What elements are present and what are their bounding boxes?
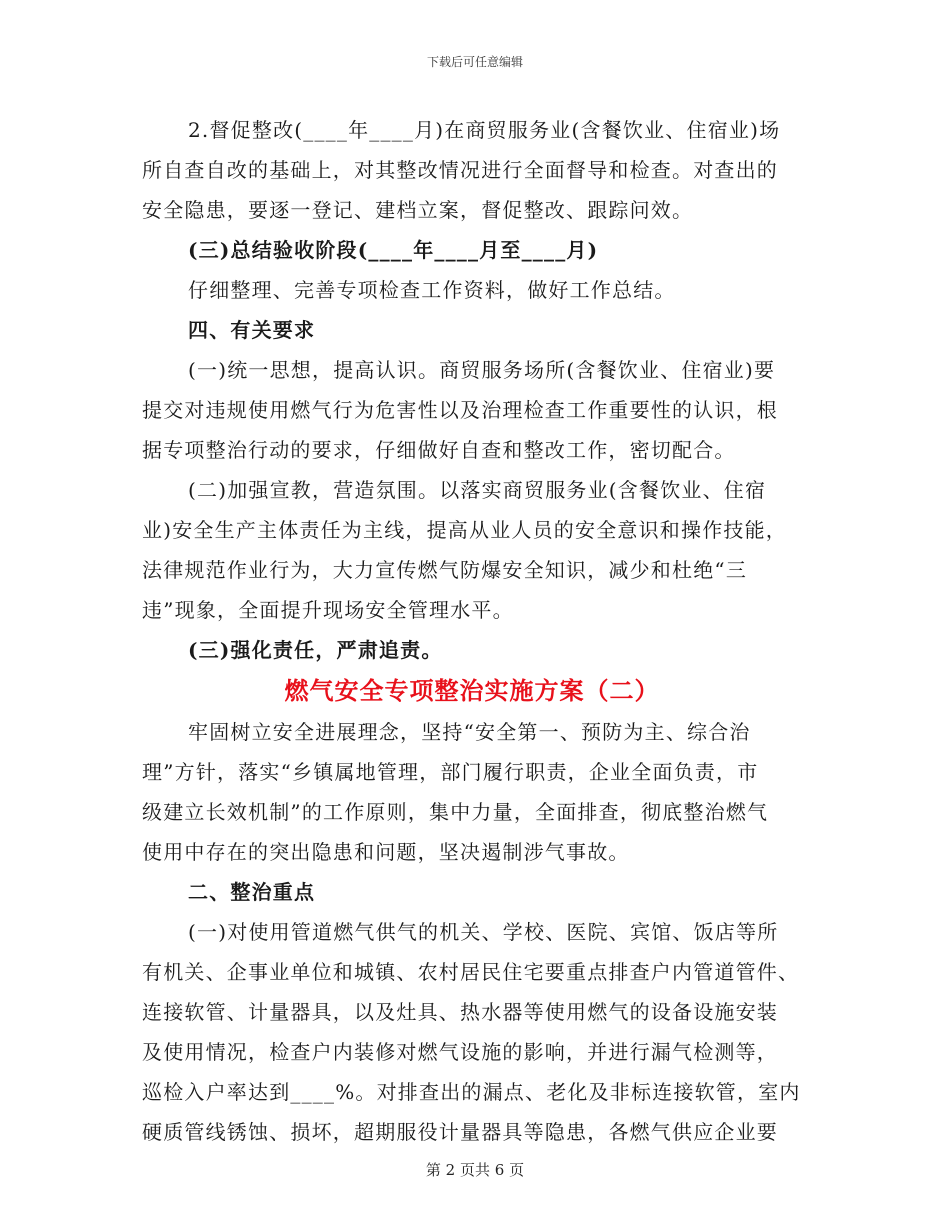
section-heading: (三)总结验收阶段(____年____月至____月) xyxy=(188,238,599,262)
paragraph-line: 安全隐患，要逐一登记、建档立案，督促整改、跟踪问效。 xyxy=(142,198,694,222)
paragraph-line: (二)加强宣教，营造氛围。以落实商贸服务业(含餐饮业、住宿 xyxy=(188,478,767,502)
paragraph-line: 2.督促整改(____年____月)在商贸服务业(含餐饮业、住宿业)场 xyxy=(188,118,781,142)
paragraph-line: 仔细整理、完善专项检查工作资料，做好工作总结。 xyxy=(188,278,676,302)
paragraph-line: 法律规范作业行为，大力宣传燃气防爆安全知识，减少和杜绝“三 xyxy=(142,558,748,582)
document-title: 燃气安全专项整治实施方案（二） xyxy=(284,676,660,705)
paragraph-line: 业)安全生产主体责任为主线，提高从业人员的安全意识和操作技能， xyxy=(142,518,788,542)
paragraph-line: (一)统一思想，提高认识。商贸服务场所(含餐饮业、住宿业)要 xyxy=(188,358,776,382)
paragraph-line: 所自查自改的基础上，对其整改情况进行全面督导和检查。对查出的 xyxy=(142,158,778,182)
paragraph-line: 及使用情况，检查户内装修对燃气设施的影响，并进行漏气检测等， xyxy=(142,1040,778,1064)
paragraph-line: 违”现象，全面提升现场安全管理水平。 xyxy=(142,598,514,622)
paragraph-line: 牢固树立安全进展理念，坚持“安全第一、预防为主、综合治 xyxy=(188,720,751,744)
document-body xyxy=(142,110,802,1152)
section-heading: (三)强化责任，严肃追责。 xyxy=(188,638,443,662)
paragraph-line: 有机关、企事业单位和城镇、农村居民住宅要重点排查户内管道管件、 xyxy=(142,960,800,984)
paragraph-line: 硬质管线锈蚀、损坏，超期服役计量器具等隐患，各燃气供应企业要 xyxy=(142,1120,778,1144)
page-header: 下载后可任意编辑 xyxy=(426,55,523,69)
paragraph-line: 级建立长效机制”的工作原则，集中力量，全面排查，彻底整治燃气 xyxy=(142,800,769,824)
paragraph-line: 巡检入户率达到____%。对排查出的漏点、老化及非标连接软管，室内 xyxy=(142,1080,801,1104)
paragraph-line: 据专项整治行动的要求，仔细做好自查和整改工作，密切配合。 xyxy=(142,438,736,462)
page-footer: 第 2 页共 6 页 xyxy=(425,1161,525,1179)
paragraph-line: 提交对违规使用燃气行为危害性以及治理检查工作重要性的认识，根 xyxy=(142,398,778,422)
paragraph-line: 理”方针，落实“乡镇属地管理，部门履行职责，企业全面负责，市 xyxy=(142,760,759,784)
paragraph-line: 连接软管、计量器具，以及灶具、热水器等使用燃气的设备设施安装 xyxy=(142,1000,778,1024)
paragraph-line: (一)对使用管道燃气供气的机关、学校、医院、宾馆、饭店等所 xyxy=(188,920,779,944)
paragraph-line: 使用中存在的突出隐患和问题，坚决遏制涉气事故。 xyxy=(142,840,630,864)
section-heading: 二、整治重点 xyxy=(188,880,316,904)
section-heading: 四、有关要求 xyxy=(188,318,316,342)
